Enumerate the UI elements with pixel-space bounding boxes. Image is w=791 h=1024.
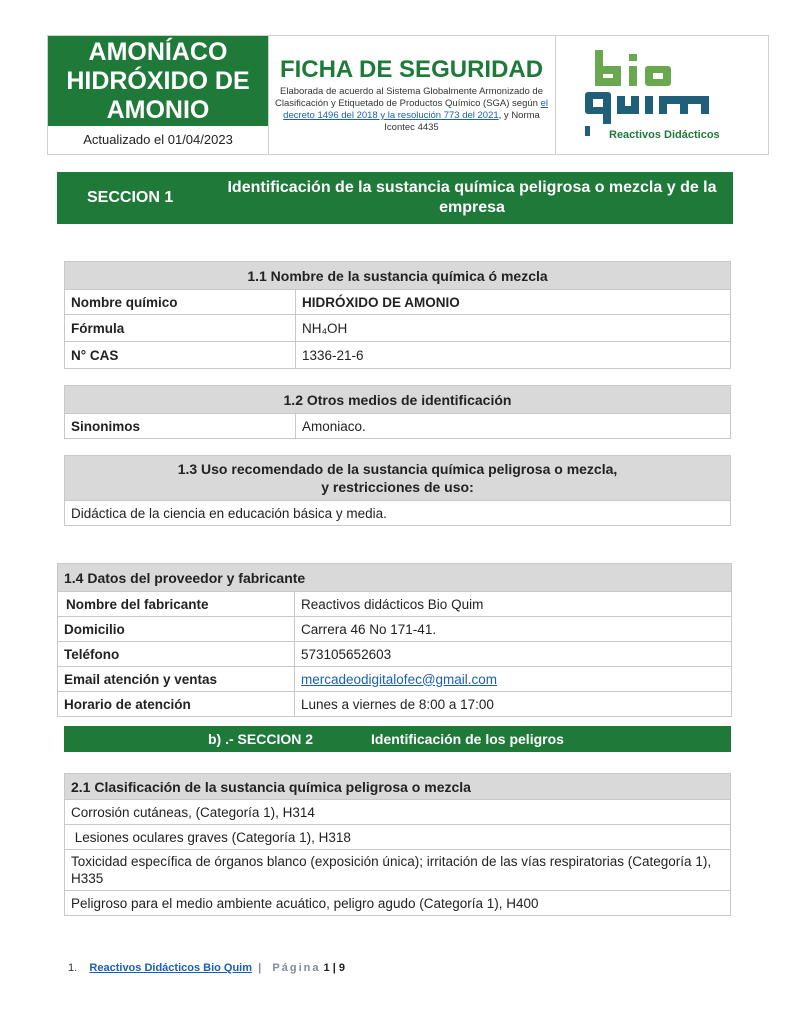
table-row bbox=[65, 315, 731, 342]
table-1-3 bbox=[64, 455, 731, 526]
row-value: Reactivos didácticos Bio Quim bbox=[295, 592, 732, 617]
bioquim-logo bbox=[565, 44, 760, 148]
table-row bbox=[58, 617, 732, 642]
row-key: Email atención y ventas bbox=[58, 667, 295, 692]
row-value: HIDRÓXIDO DE AMONIO bbox=[296, 290, 731, 315]
table-row bbox=[65, 850, 731, 891]
row-value: 573105652603 bbox=[295, 642, 732, 667]
table-2-1 bbox=[64, 773, 731, 916]
hazard-item: Peligroso para el medio ambiente acuático, peligro agudo (Categoría 1), H400 bbox=[65, 891, 731, 916]
table-1-2-header: 1.2 Otros medios de identificación bbox=[65, 386, 731, 414]
ficha-subtitle bbox=[270, 86, 553, 134]
row-key: Fórmula bbox=[65, 315, 296, 342]
product-title-line-3: AMONIO bbox=[106, 96, 210, 124]
table-1-4 bbox=[57, 563, 732, 717]
page-footer bbox=[68, 962, 345, 974]
table-row bbox=[65, 825, 731, 850]
footer-link[interactable]: Reactivos Didácticos Bio Quim bbox=[89, 962, 253, 974]
product-title bbox=[48, 36, 268, 126]
row-value: NH₄OH bbox=[296, 315, 731, 342]
table-2-1-header: 2.1 Clasificación de la sustancia química peligrosa o mezcla bbox=[65, 774, 731, 800]
table-row bbox=[65, 290, 731, 315]
table-1-3-header bbox=[65, 456, 731, 501]
table-row bbox=[65, 342, 731, 369]
ficha-sub-text: Elaborada de acuerdo al Sistema Globalmente Armonizado de Clasificación y Etiquetado de Productos Químico (SGA) según bbox=[274, 86, 543, 109]
section-1-bar bbox=[57, 172, 733, 224]
row-value bbox=[295, 667, 732, 692]
usage-text: Didáctica de la ciencia en educación básica y media. bbox=[65, 501, 731, 526]
table-1-2 bbox=[64, 385, 731, 439]
section-2-bar bbox=[64, 726, 731, 752]
decree-link[interactable]: el decreto 1496 del 2018 y la resolución 773 del 2021 bbox=[283, 98, 548, 121]
row-value: Lunes a viernes de 8:00 a 17:00 bbox=[295, 692, 732, 717]
row-key: Sinonimos bbox=[65, 414, 296, 439]
table-1-1-header: 1.1 Nombre de la sustancia química ó mezcla bbox=[65, 262, 731, 290]
row-key: Nombre del fabricante bbox=[58, 592, 295, 617]
table-1-4-header: 1.4 Datos del proveedor y fabricante bbox=[58, 564, 732, 592]
ficha-sub-text-2: , y Norma Icontec 4435 bbox=[384, 110, 540, 133]
row-key: Horario de atención bbox=[58, 692, 295, 717]
table-row bbox=[58, 667, 732, 692]
table-1-3-header-line-1: 1.3 Uso recomendado de la sustancia química peligrosa o mezcla, bbox=[177, 461, 618, 477]
row-value: Carrera 46 No 171-41. bbox=[295, 617, 732, 642]
section-2-title: Identificación de los peligros bbox=[371, 731, 564, 747]
section-2-number: b) .- SECCION 2 bbox=[208, 731, 314, 747]
row-key: Teléfono bbox=[58, 642, 295, 667]
hazard-item: Toxicidad específica de órganos blanco (exposición única); irritación de las vías respiratorias (Categoría 1), H335 bbox=[65, 850, 731, 891]
footer-page-number: 1 | 9 bbox=[323, 962, 345, 974]
table-1-1 bbox=[64, 261, 731, 369]
hazard-item: Corrosión cutáneas, (Categoría 1), H314 bbox=[65, 800, 731, 825]
footer-pagina: Página bbox=[272, 962, 321, 974]
logo-text: Reactivos Didácticos bbox=[609, 129, 720, 141]
divider bbox=[268, 36, 269, 154]
product-title-line-2: HIDRÓXIDO DE bbox=[66, 67, 250, 95]
product-title-line-1: AMONÍACO bbox=[88, 38, 228, 66]
row-key: N° CAS bbox=[65, 342, 296, 369]
row-key: Nombre químico bbox=[65, 290, 296, 315]
email-link[interactable]: mercadeodigitalofec@gmail.com bbox=[301, 671, 498, 687]
divider bbox=[555, 36, 556, 154]
row-key: Domicilio bbox=[58, 617, 295, 642]
table-row bbox=[65, 800, 731, 825]
table-row bbox=[58, 692, 732, 717]
footer-number: 1. bbox=[68, 962, 78, 974]
section-1-title: Identificación de la sustancia química peligrosa o mezcla y de la empresa bbox=[227, 179, 717, 216]
hazard-item: Lesiones oculares graves (Categoría 1), H318 bbox=[65, 825, 731, 850]
row-value: Amoniaco. bbox=[296, 414, 731, 439]
ficha-title: FICHA DE SEGURIDAD bbox=[279, 56, 544, 83]
section-1-number: SECCION 1 bbox=[87, 189, 174, 206]
table-row bbox=[65, 891, 731, 916]
table-row bbox=[65, 501, 731, 526]
table-row bbox=[65, 414, 731, 439]
footer-separator: | bbox=[258, 962, 264, 974]
table-row bbox=[58, 592, 732, 617]
row-value: 1336-21-6 bbox=[296, 342, 731, 369]
table-1-3-header-line-2: y restricciones de uso: bbox=[321, 479, 474, 495]
updated-date: Actualizado el 01/04/2023 bbox=[83, 132, 233, 147]
table-row bbox=[58, 642, 732, 667]
